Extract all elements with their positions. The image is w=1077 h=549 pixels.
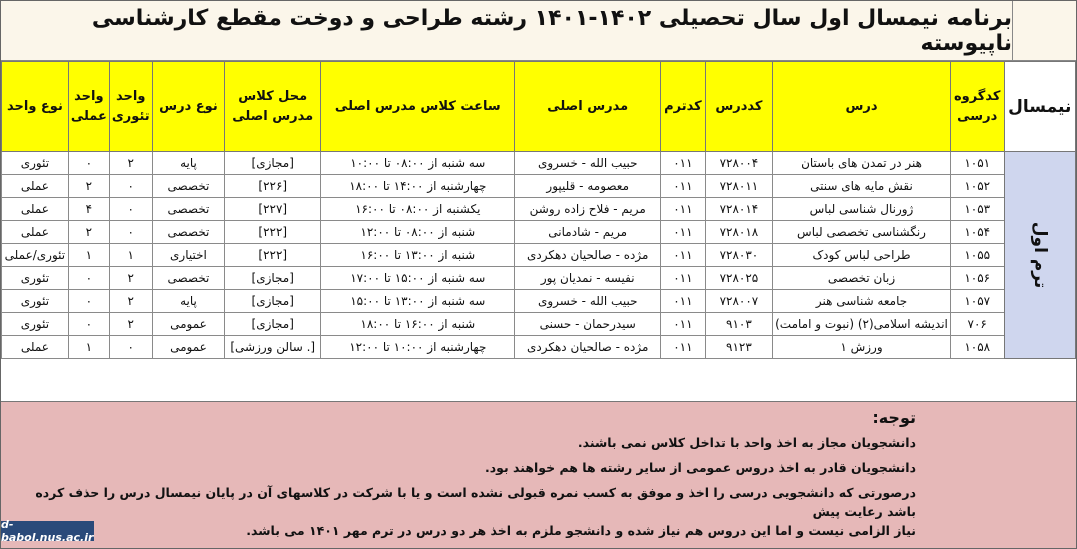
cell-practical: ۱ (68, 244, 109, 267)
cell-term: ۰۱۱ (661, 198, 706, 221)
cell-type: اختیاری (152, 244, 225, 267)
cell-type: تخصصی (152, 221, 225, 244)
term-cell (1004, 152, 1075, 359)
header-type: نوع درس (152, 62, 225, 152)
table-row (2, 221, 1076, 244)
cell-theory: ۰ (109, 198, 152, 221)
cell-term: ۰۱۱ (661, 290, 706, 313)
cell-type: تخصصی (152, 198, 225, 221)
header-theory-units: واحد تئوری (109, 62, 152, 152)
cell-type: پایه (152, 152, 225, 175)
cell-unit-type: تئوری (2, 290, 69, 313)
cell-teacher: معصومه - قلیپور (515, 175, 661, 198)
cell-teacher: نفیسه - نمدیان پور (515, 267, 661, 290)
cell-course: جامعه شناسی هنر (773, 290, 951, 313)
cell-room: [۲۲۲] (225, 244, 321, 267)
cell-course: اندیشه اسلامی(۲) (نبوت و امامت) (773, 313, 951, 336)
header-semester: نیمسال (1004, 62, 1075, 152)
header-time: ساعت کلاس مدرس اصلی (321, 62, 515, 152)
cell-course: ورزش ۱ (773, 336, 951, 359)
cell-time: چهارشنبه از ۱۴:۰۰ تا ۱۸:۰۰ (321, 175, 515, 198)
table-row (2, 175, 1076, 198)
cell-unit-type: عملی (2, 336, 69, 359)
cell-group: ۱۰۵۸ (950, 336, 1004, 359)
cell-group: ۷۰۶ (950, 313, 1004, 336)
cell-code: ۷۲۸۰۰۷ (705, 290, 772, 313)
cell-code: ۷۲۸۰۱۱ (705, 175, 772, 198)
header-course: درس (773, 62, 951, 152)
cell-theory: ۰ (109, 221, 152, 244)
note-item: دانشجویان قادر به اخذ دروس عمومی از سایر رشته ها هم خواهند بود. (484, 460, 916, 475)
cell-course: ژورنال شناسی لباس (773, 198, 951, 221)
cell-term: ۰۱۱ (661, 267, 706, 290)
note-item: نیاز الزامی نیست و اما این دروس هم نیاز شده و دانشجو ملزم به اخذ هر دو درس در ترم مهر ۱۴۰۱ می باشد. (246, 523, 916, 538)
table-row (2, 267, 1076, 290)
title-side-cell (1013, 1, 1076, 61)
cell-teacher: سیدرحمان - حسنی (515, 313, 661, 336)
cell-course: نقش مایه های سنتی (773, 175, 951, 198)
cell-term: ۰۱۱ (661, 175, 706, 198)
cell-type: عمومی (152, 313, 225, 336)
watermark-url: d-babol.nus.ac.ir (1, 518, 94, 544)
cell-time: چهارشنبه از ۱۰:۰۰ تا ۱۲:۰۰ (321, 336, 515, 359)
cell-type: تخصصی (152, 267, 225, 290)
title-row (1, 1, 1076, 61)
notes-panel (1, 401, 1076, 549)
cell-teacher: مریم - فلاح زاده روشن (515, 198, 661, 221)
cell-type: تخصصی (152, 175, 225, 198)
cell-type: عمومی (152, 336, 225, 359)
note-item: دانشجویان مجاز به اخذ واحد با تداخل کلاس نمی باشند. (577, 435, 916, 450)
cell-theory: ۰ (109, 336, 152, 359)
cell-course: طراحی لباس کودک (773, 244, 951, 267)
table-row (2, 244, 1076, 267)
table-row (2, 152, 1076, 175)
cell-teacher: مژده - صالحیان دهکردی (515, 244, 661, 267)
cell-room: [۲۲۷] (225, 198, 321, 221)
note-item: درصورتی که دانشجویی درسی را اخذ و موفق به کسب نمره قبولی نشده است و یا با شرکت در کلاسهای آن در پایان نیمسال درس را حذف کرده باشد رعایت پیش (35, 485, 916, 519)
cell-teacher: حبیب الله - خسروی (515, 290, 661, 313)
cell-teacher: حبیب الله - خسروی (515, 152, 661, 175)
cell-group: ۱۰۵۲ (950, 175, 1004, 198)
cell-time: شنبه از ۱۳:۰۰ تا ۱۶:۰۰ (321, 244, 515, 267)
cell-unit-type: تئوری (2, 313, 69, 336)
page-title: برنامه نیمسال اول سال تحصیلی ۱۴۰۲-۱۴۰۱ رشته طراحی و دوخت مقطع کارشناسی ناپیوسته (91, 5, 1012, 56)
cell-theory: ۰ (109, 175, 152, 198)
cell-code: ۹۱۰۳ (705, 313, 772, 336)
cell-time: شنبه از ۰۸:۰۰ تا ۱۲:۰۰ (321, 221, 515, 244)
cell-practical: ۲ (68, 175, 109, 198)
cell-unit-type: عملی (2, 175, 69, 198)
table-row (2, 313, 1076, 336)
cell-time: سه شنبه از ۱۵:۰۰ تا ۱۷:۰۰ (321, 267, 515, 290)
cell-unit-type: تئوری/عملی (2, 244, 69, 267)
cell-code: ۷۲۸۰۰۴ (705, 152, 772, 175)
table-row (2, 336, 1076, 359)
cell-teacher: مژده - صالحیان دهکردی (515, 336, 661, 359)
cell-theory: ۲ (109, 152, 152, 175)
header-room: محل کلاس مدرس اصلی (225, 62, 321, 152)
cell-room: [مجازی] (225, 290, 321, 313)
table-row (2, 198, 1076, 221)
cell-practical: ۰ (68, 152, 109, 175)
cell-time: یکشنبه از ۰۸:۰۰ تا ۱۶:۰۰ (321, 198, 515, 221)
cell-room: [۲۲۲] (225, 221, 321, 244)
cell-teacher: مریم - شادمانی (515, 221, 661, 244)
cell-term: ۰۱۱ (661, 152, 706, 175)
cell-course: هنر در تمدن های باستان (773, 152, 951, 175)
cell-code: ۹۱۲۳ (705, 336, 772, 359)
cell-room: [. سالن ورزشی] (225, 336, 321, 359)
cell-practical: ۲ (68, 221, 109, 244)
cell-room: [مجازی] (225, 152, 321, 175)
cell-group: ۱۰۵۶ (950, 267, 1004, 290)
cell-time: سه شنبه از ۰۸:۰۰ تا ۱۰:۰۰ (321, 152, 515, 175)
cell-practical: ۰ (68, 267, 109, 290)
cell-room: [مجازی] (225, 313, 321, 336)
cell-code: ۷۲۸۰۱۴ (705, 198, 772, 221)
title-cell (1, 1, 1013, 61)
table-row (2, 290, 1076, 313)
cell-course: زبان تخصصی (773, 267, 951, 290)
cell-code: ۷۲۸۰۲۵ (705, 267, 772, 290)
cell-theory: ۲ (109, 267, 152, 290)
cell-unit-type: تئوری (2, 152, 69, 175)
cell-practical: ۰ (68, 290, 109, 313)
cell-code: ۷۲۸۰۱۸ (705, 221, 772, 244)
cell-practical: ۱ (68, 336, 109, 359)
cell-type: پایه (152, 290, 225, 313)
cell-unit-type: تئوری (2, 267, 69, 290)
cell-room: [مجازی] (225, 267, 321, 290)
cell-term: ۰۱۱ (661, 221, 706, 244)
header-unit-type: نوع واحد (2, 62, 69, 152)
header-practical-units: واحد عملی (68, 62, 109, 152)
cell-term: ۰۱۱ (661, 244, 706, 267)
cell-term: ۰۱۱ (661, 336, 706, 359)
cell-group: ۱۰۵۳ (950, 198, 1004, 221)
cell-code: ۷۲۸۰۳۰ (705, 244, 772, 267)
cell-group: ۱۰۵۱ (950, 152, 1004, 175)
cell-group: ۱۰۵۷ (950, 290, 1004, 313)
cell-practical: ۴ (68, 198, 109, 221)
cell-theory: ۲ (109, 290, 152, 313)
notes-title: توجه: (872, 408, 916, 427)
header-row (2, 62, 1076, 152)
cell-term: ۰۱۱ (661, 313, 706, 336)
cell-group: ۱۰۵۴ (950, 221, 1004, 244)
cell-time: شنبه از ۱۶:۰۰ تا ۱۸:۰۰ (321, 313, 515, 336)
cell-course: رنگشناسی تخصصی لباس (773, 221, 951, 244)
term-label: ترم اول (1029, 221, 1050, 289)
cell-unit-type: عملی (2, 221, 69, 244)
cell-group: ۱۰۵۵ (950, 244, 1004, 267)
header-teacher: مدرس اصلی (515, 62, 661, 152)
header-term-code: کدترم (661, 62, 706, 152)
cell-theory: ۲ (109, 313, 152, 336)
header-course-code: کددرس (705, 62, 772, 152)
cell-unit-type: عملی (2, 198, 69, 221)
cell-practical: ۰ (68, 313, 109, 336)
header-group-code: کدگروه درسی (950, 62, 1004, 152)
cell-room: [۲۲۶] (225, 175, 321, 198)
schedule-table (1, 61, 1076, 359)
cell-theory: ۱ (109, 244, 152, 267)
cell-time: سه شنبه از ۱۳:۰۰ تا ۱۵:۰۰ (321, 290, 515, 313)
